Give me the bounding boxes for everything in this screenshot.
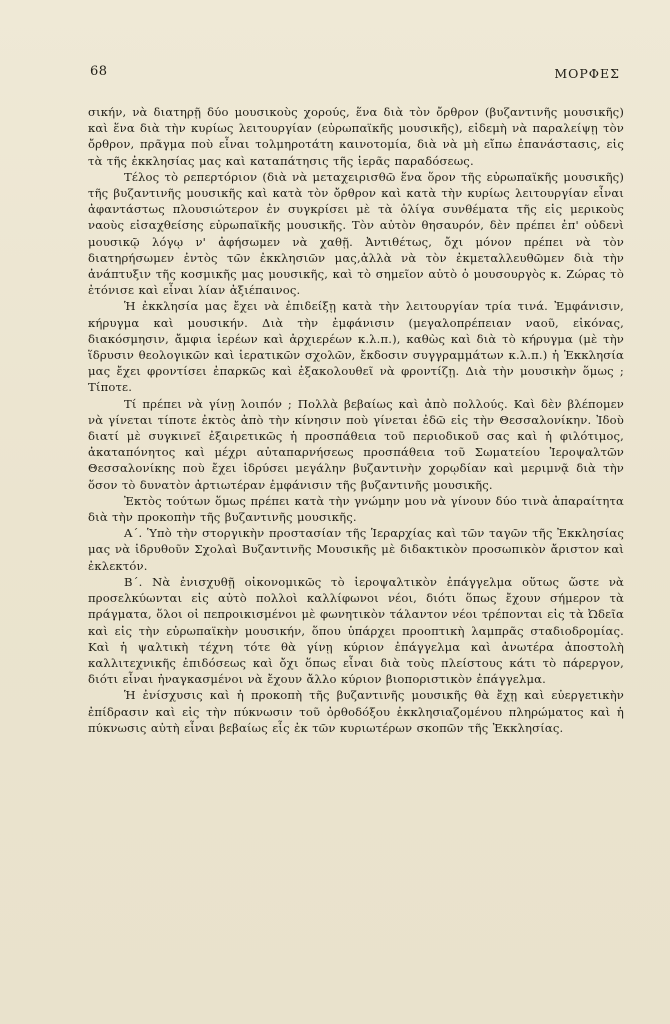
paragraph-4: Τί πρέπει νὰ γίνῃ λοιπόν ; Πολλὰ βεβαίως καὶ ἀπὸ πολλούς. Καὶ δὲν βλέπομεν νὰ γίνεται τίποτε ἐκτὸς ἀπὸ τὴν κίνησιν ποὺ γίνεται ἐδῶ εἰς τὴν Θεσσαλονίκην. Ἰδοὺ διατί μὲ συγκινεῖ ἐξαιρετικῶς ἡ προσπάθεια τοῦ περιοδικοῦ σας καὶ ἡ φιλότιμος, ἀκαταπόνητος καὶ μέχρι αὐταπαρνήσεως προσπάθεια τοῦ Σωματείου Ἱεροψαλτῶν Θεσσαλονίκης ποὺ ἔχει ἱδρύσει μεγάλην βυζαντινὴν χορῳδίαν καὶ μεριμνᾷ διὰ τὴν ὅσον τὸ δυνατὸν ἀρτιωτέραν ἐμφάνισιν τῆς βυζαντινῆς μουσικῆς.: [88, 396, 624, 492]
paragraph-3: Ἡ ἐκκλησία μας ἔχει νὰ ἐπιδείξῃ κατὰ τὴν λειτουργίαν τρία τινά. Ἐμφάνισιν, κήρυγμα καὶ μουσικήν. Διὰ τὴν ἐμφάνισιν (μεγαλοπρέπειαν ναοῦ, εἰκόνας, διακόσμησιν, ἄμφια ἱερέων καὶ ἀρχιερέων κ.λ.π.), καθὼς καὶ διὰ τὸ κήρυγμα (μὲ τὴν ἵδρυσιν θεολογικῶν καὶ ἱερατικῶν σχολῶν, ἔκδοσιν συγγραμμάτων κ.λ.π.) ἡ Ἐκκλησία μας ἔχει φροντίσει ἐπαρκῶς καὶ ἐξακολουθεῖ νὰ φροντίζῃ. Διὰ τὴν μουσικὴν ὅμως ; Τίποτε.: [88, 299, 624, 395]
article-body: [88, 104, 624, 736]
running-title: ΜΟΡΦΕΣ: [554, 66, 620, 81]
paragraph-8: Ἡ ἐνίσχυσις καὶ ἡ προκοπὴ τῆς βυζαντινῆς μουσικῆς θὰ ἔχῃ καὶ εὐεργετικὴν ἐπίδρασιν καὶ εἰς τὴν πύκνωσιν τοῦ ὀρθοδόξου ἐκκλησιαζομένου πληρώματος καὶ ἡ πύκνωσις αὐτὴ εἶναι βεβαίως εἷς ἐκ τῶν κυριωτέρων σκοπῶν τῆς Ἐκκλησίας.: [88, 688, 624, 735]
paragraph-7: Β΄. Νὰ ἐνισχυθῇ οἰκονομικῶς τὸ ἱεροψαλτικὸν ἐπάγγελμα οὕτως ὥστε νὰ προσελκύωνται εἰς αὐτὸ πολλοὶ καλλίφωνοι νέοι, διότι ὅπως ἔχουν σήμερον τὰ πράγματα, ὅλοι οἱ πεπροικισμένοι μὲ φωνητικὸν τάλαντον νέοι τρέπονται εἰς τὰ Ὠδεῖα καὶ εἰς τὴν εὐρωπαϊκὴν μουσικήν, ὅπου ὑπάρχει προοπτικὴ λαμπρᾶς σταδιοδρομίας. Καὶ ἡ ψαλτικὴ τέχνη τότε θὰ γίνῃ κύριον ἐπάγγελμα καὶ ἀνωτέρα ἀποστολὴ καλλιτεχνικῆς ἐπιδόσεως καὶ ὄχι ὅπως εἶναι διὰ τοὺς πλείστους κάτι τὸ πάρεργον, διότι εἶναι ἠναγκασμένοι νὰ ἔχουν ἄλλο κύριον βιοποριστικὸν ἐπάγγελμα.: [88, 574, 624, 687]
paragraph-2: Τέλος τὸ ρεπερτόριον (διὰ νὰ μεταχειρισθῶ ἕνα ὅρον τῆς εὐρωπαϊκῆς μουσικῆς) τῆς βυζαντινῆς μουσικῆς καὶ κατὰ τὸν ὄρθρον καὶ κατὰ τὴν κυρίως λειτουργίαν εἶναι ἀφαντάστως πλουσιώτερον ἐν συγκρίσει μὲ τὰ ὀλίγα συνθέματα τῆς εἰς μερικοὺς ναοὺς εἰσαχθείσης εὐρωπαϊκῆς μουσικῆς. Τὸν αὐτὸν θησαυρόν, δὲν πρέπει ἐπ' οὐδενὶ μουσικῷ λόγῳ ν' ἀφήσωμεν νὰ χαθῇ. Ἀντιθέτως, ὄχι μόνον πρέπει νὰ τὸν διατηρήσωμεν ἐντὸς τῶν ἐκκλησιῶν μας,ἀλλὰ νὰ τὸν ἐκμεταλλευθῶμεν διὰ τὴν ἀνάπτυξιν τῆς κοσμικῆς μας μουσικῆς, καὶ τὸ σημεῖον αὐτὸ ὁ μουσουργὸς κ. Ζώρας τὸ ἐτόνισε καὶ εἶναι λίαν ἀξιέπαινος.: [88, 169, 624, 298]
paragraph-6: Α΄. Ὑπὸ τὴν στοργικὴν προστασίαν τῆς Ἱεραρχίας καὶ τῶν ταγῶν τῆς Ἐκκλησίας μας νὰ ἱδρυθοῦν Σχολαὶ Βυζαντινῆς Μουσικῆς μὲ διδακτικὸν προσωπικὸν ἄριστον καὶ ἐκλεκτόν.: [88, 526, 624, 573]
paragraph-1: σικήν, νὰ διατηρῇ δύο μουσικοὺς χορούς, ἕνα διὰ τὸν ὄρθρον (βυζαντινῆς μουσικῆς) καὶ ἕνα διὰ τὴν κυρίως λειτουργίαν (εὐρωπαϊκῆς μουσικῆς), εἰδεμὴ νὰ παραλείψῃ τὸν ὄρθρον, πρᾶγμα ποὺ εἶναι τολμηροτάτη καινοτομία, διὰ νὰ μὴ εἴπω ἐπανάστασις, εἰς τὰ τῆς ἐκκλησίας μας καὶ καταπάτησις τῆς ἱερᾶς παραδόσεως.: [88, 105, 624, 168]
paragraph-5: Ἐκτὸς τούτων ὅμως πρέπει κατὰ τὴν γνώμην μου νὰ γίνουν δύο τινὰ ἀπαραίτητα διὰ τὴν προκοπὴν τῆς βυζαντινῆς μουσικῆς.: [88, 493, 624, 525]
page-header: [90, 64, 620, 84]
page-number: 68: [90, 64, 108, 79]
